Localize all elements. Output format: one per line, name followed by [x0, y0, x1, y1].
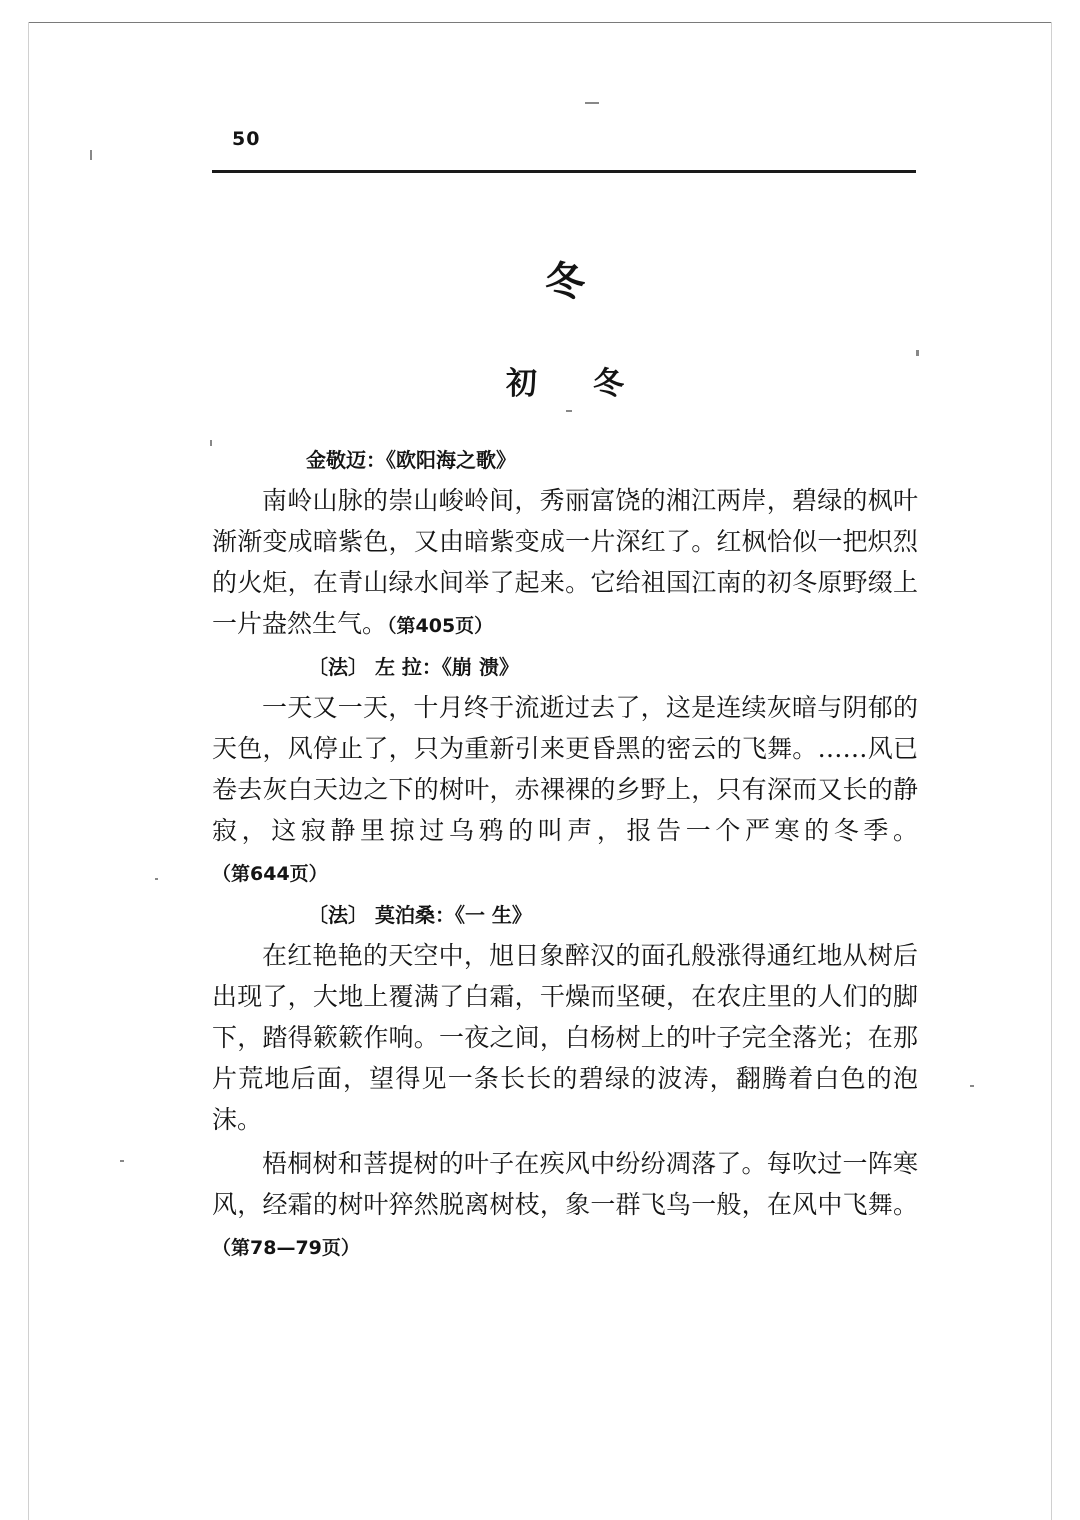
excerpt-paragraph: [212, 687, 918, 895]
scan-speck: [916, 350, 919, 356]
excerpt-text: 南岭山脉的崇山峻岭间，秀丽富饶的湘江两岸，碧绿的枫叶渐渐变成暗紫色，又由暗紫变成一片深红了。红枫恰似一把炽烈的火炬，在青山绿水间举了起来。它给祖国江南的初冬原野缀上一片盎然生气。: [212, 486, 918, 638]
excerpt-paragraph: [212, 935, 918, 1143]
scan-right-border: [1051, 22, 1052, 1520]
excerpt-text: 在红艳艳的天空中，旭日象醉汉的面孔般涨得通红地从树后出现了，大地上覆满了白霜，干燥而坚硬，在农庄里的人们的脚下，踏得簌簌作响。一夜之间，白杨树上的叶子完全落光；在那片荒地后面，望得见一条长长的碧绿的波涛，翻腾着白色的泡沫。: [212, 941, 918, 1134]
page-number: 50: [232, 128, 261, 150]
scan-speck: [585, 102, 599, 104]
scan-speck: [210, 440, 212, 446]
scan-left-border: [28, 22, 29, 1520]
source-citation: 金敬迈：《欧阳海之歌》: [306, 448, 516, 472]
excerpt-paragraph: [212, 480, 918, 647]
page-reference: （第405页）: [387, 615, 494, 637]
source-citation: 〔法〕 莫泊桑：《一 生》: [308, 903, 532, 927]
scan-speck: [90, 150, 92, 160]
page-reference: （第644页）: [212, 863, 328, 885]
scan-speck: [120, 1160, 124, 1162]
scan-speck: [566, 410, 572, 412]
scan-speck: [155, 878, 158, 880]
excerpt-paragraph: [212, 1143, 918, 1269]
excerpt-text: 一天又一天，十月终于流逝过去了，这是连续灰暗与阴郁的天色，风停止了，只为重新引来更昏黑的密云的飞舞。……风已卷去灰白天边之下的树叶，赤裸裸的乡野上，只有深而又长的静寂，这寂静里掠过乌鸦的叫声，报告一个严寒的冬季。: [212, 693, 918, 845]
scan-speck: [970, 1085, 974, 1087]
source-citation: 〔法〕 左 拉：《崩 溃》: [308, 655, 519, 679]
page-reference: （第78—79页）: [212, 1237, 360, 1259]
subsection-title: 初冬: [506, 366, 680, 402]
scan-top-border: [28, 22, 1052, 23]
excerpts: [212, 440, 918, 1269]
header-rule: [212, 170, 916, 173]
section-title: 冬: [545, 258, 585, 305]
excerpt-text: 梧桐树和菩提树的叶子在疾风中纷纷凋落了。每吹过一阵寒风，经霜的树叶猝然脱离树枝，象一群飞鸟一般，在风中飞舞。: [212, 1149, 918, 1219]
